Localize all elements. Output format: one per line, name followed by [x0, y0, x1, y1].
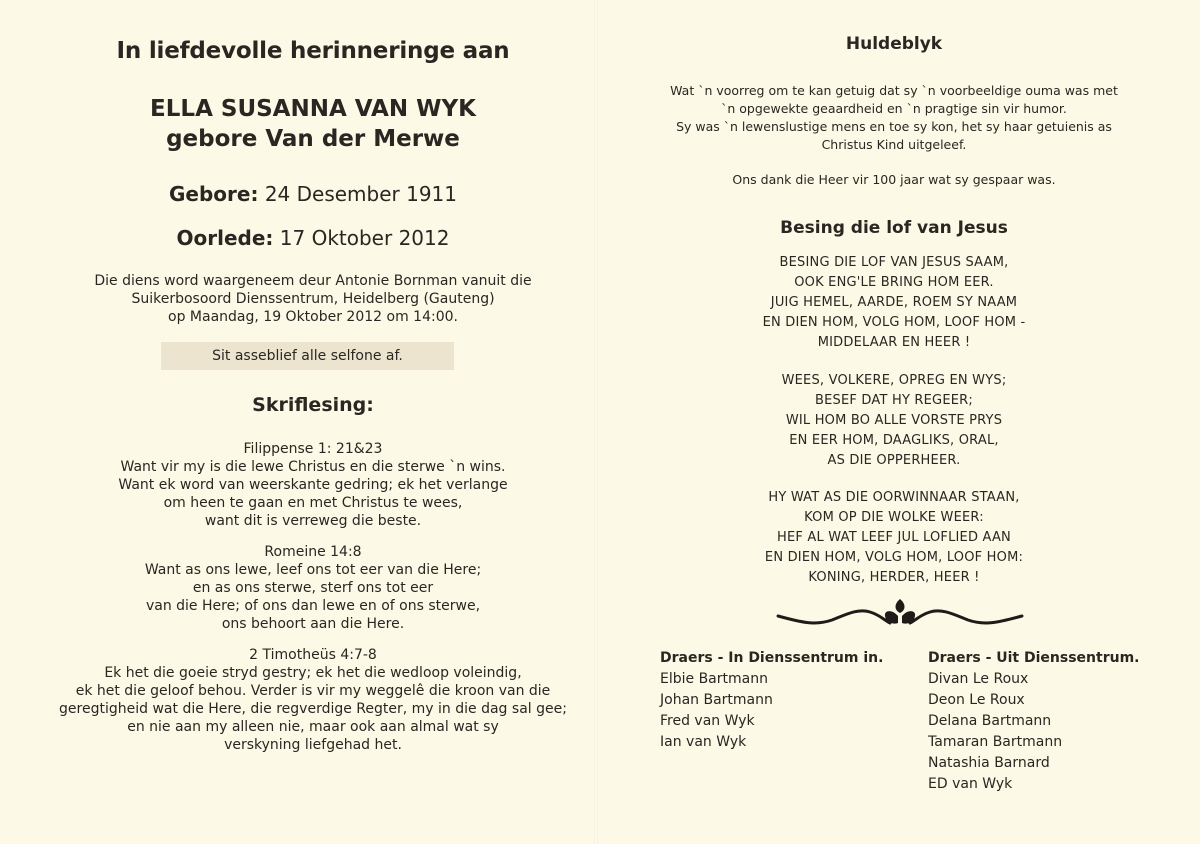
scripture-line: Want vir my is die lewe Christus en die sterwe `n wins. [120, 459, 506, 475]
scripture-reading [0, 440, 626, 530]
scripture-reference: Romeine 14:8 [264, 544, 362, 560]
scripture-line: Want as ons lewe, leef ons tot eer van die Here; [144, 562, 482, 578]
bearer-name: ED van Wyk [928, 776, 1013, 792]
hymn-verse [598, 488, 1190, 588]
hymn-line: JUIG HEMEL, AARDE, ROEM SY NAAM [770, 295, 1018, 310]
bearers-out-heading: Draers - Uit Dienssentrum. [928, 650, 1140, 666]
bearers-in-heading: Draers - In Dienssentrum in. [660, 650, 884, 666]
died-label: Oorlede: [176, 226, 274, 250]
bearer-name: Delana Bartmann [928, 713, 1052, 729]
bearers-in-list [660, 648, 883, 753]
tribute-line: Wat `n voorreg om te kan getuig dat sy `n voorbeeldige ouma was met [670, 83, 1118, 98]
hymn-line: EN DIEN HOM, VOLG HOM, LOOF HOM: [764, 550, 1024, 565]
bearers-out-list [928, 648, 1139, 795]
bearer-name: Natashia Barnard [928, 755, 1050, 771]
scripture-reading [0, 646, 626, 754]
memorial-title: In liefdevolle herinneringe aan [116, 38, 510, 64]
scripture-line: en nie aan my alleen nie, maar ook aan almal wat sy [127, 719, 499, 735]
scripture-reference: Filippense 1: 21&23 [243, 441, 383, 457]
tribute-line: Sy was `n lewenslustige mens en toe sy kon, het sy haar getuienis as [676, 119, 1112, 134]
hymn-line: WIL HOM BO ALLE VORSTE PRYS [785, 413, 1003, 428]
scripture-line: en as ons sterwe, sterf ons tot eer [192, 580, 434, 596]
birth-date-line [0, 182, 626, 206]
tribute-heading: Huldeblyk [845, 34, 943, 54]
hymn-line: BESEF DAT HY REGEER; [815, 393, 973, 408]
hymn-line: BESING DIE LOF VAN JESUS SAAM, [779, 255, 1009, 270]
leaf-ornament-icon [770, 596, 1030, 630]
hymn-verse [598, 253, 1190, 353]
scripture-line: want dit is verreweg die beste. [204, 513, 422, 529]
bearer-name: Fred van Wyk [660, 713, 755, 729]
hymn-line: WEES, VOLKERE, OPREG EN WYS; [781, 373, 1007, 388]
hymn-line: OOK ENG'LE BRING HOM EER. [794, 275, 994, 290]
hymn-line: EN DIEN HOM, VOLG HOM, LOOF HOM - [762, 315, 1026, 330]
service-line: Suikerbosoord Dienssentrum, Heidelberg (Gauteng) [131, 291, 495, 307]
hymn-line: MIDDELAAR EN HEER ! [817, 335, 971, 350]
bearer-name: Elbie Bartmann [660, 671, 768, 687]
hymn-line: EN EER HOM, DAAGLIKS, ORAL, [789, 433, 999, 448]
deceased-name-block [0, 94, 626, 154]
scripture-reference: 2 Timotheüs 4:7-8 [249, 647, 377, 663]
tribute-text [598, 82, 1190, 154]
hymn-line: KONING, HERDER, HEER ! [808, 570, 980, 585]
scripture-line: verskyning liefgehad het. [224, 737, 402, 753]
tribute-line: Christus Kind uitgeleef. [821, 137, 967, 152]
died-date: 17 Oktober 2012 [279, 226, 450, 250]
death-date-line [0, 226, 626, 250]
scripture-line: geregtigheid wat die Here, die regverdige Regter, my in die dag sal gee; [59, 701, 567, 717]
maiden-name: gebore Van der Merwe [166, 126, 460, 152]
phone-notice: Sit asseblief alle selfone af. [161, 342, 454, 370]
born-date: 24 Desember 1911 [264, 182, 458, 206]
service-line: op Maandag, 19 Oktober 2012 om 14:00. [168, 309, 458, 325]
bearer-name: Tamaran Bartmann [928, 734, 1063, 750]
hymn-line: KOM OP DIE WOLKE WEER: [804, 510, 984, 525]
tribute-line: `n opgewekte geaardheid en `n pragtige sin vir humor. [721, 101, 1067, 116]
bearer-name: Johan Bartmann [660, 692, 773, 708]
hymn-verse [598, 371, 1190, 471]
thanks-line: Ons dank die Heer vir 100 jaar wat sy gespaar was. [732, 172, 1056, 187]
born-label: Gebore: [168, 182, 259, 206]
bearer-name: Deon Le Roux [928, 692, 1025, 708]
deceased-name: ELLA SUSANNA VAN WYK [150, 96, 476, 122]
service-details [0, 272, 626, 326]
hymn-line: HY WAT AS DIE OORWINNAAR STAAN, [768, 490, 1020, 505]
hymn-line: AS DIE OPPERHEER. [827, 453, 961, 468]
scripture-line: van die Here; of ons dan lewe en of ons sterwe, [145, 598, 481, 614]
bearer-name: Ian van Wyk [660, 734, 747, 750]
scripture-heading: Skriflesing: [252, 394, 374, 416]
scripture-reading [0, 543, 626, 633]
bearer-name: Divan Le Roux [928, 671, 1029, 687]
hymn-line: HEF AL WAT LEEF JUL LOFLIED AAN [777, 530, 1011, 545]
scripture-line: Want ek word van weerskante gedring; ek het verlange [118, 477, 508, 493]
service-line: Die diens word waargeneem deur Antonie Bornman vanuit die [94, 273, 532, 289]
scripture-line: Ek het die goeie stryd gestry; ek het die wedloop voleindig, [104, 665, 522, 681]
hymn-heading: Besing die lof van Jesus [780, 218, 1008, 238]
scripture-line: om heen te gaan en met Christus te wees, [163, 495, 463, 511]
scripture-line: ons behoort aan die Here. [221, 616, 405, 632]
scripture-line: ek het die geloof behou. Verder is vir my weggelê die kroon van die [75, 683, 551, 699]
